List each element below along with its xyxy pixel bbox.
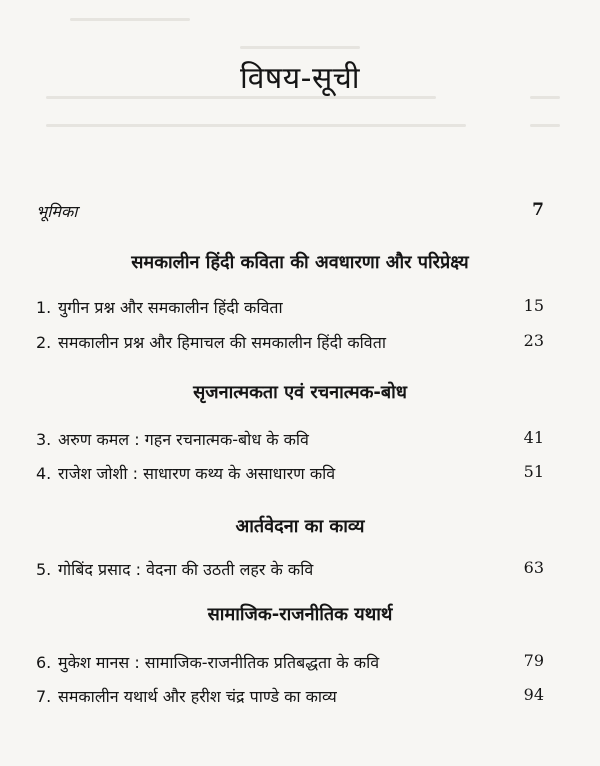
toc-entry xyxy=(36,462,544,484)
entry-page-number: 63 xyxy=(523,558,544,577)
entry-number: 1. xyxy=(36,298,52,317)
toc-entry xyxy=(36,296,544,318)
section-heading: सृजनात्मकता एवं रचनात्मक-बोध xyxy=(193,382,407,403)
entry-number: 2. xyxy=(36,333,52,352)
toc-entry xyxy=(36,428,544,450)
entry-title: गोबिंद प्रसाद : वेदना की उठती लहर के कवि xyxy=(58,560,314,579)
entry-title: समकालीन प्रश्न और हिमाचल की समकालीन हिंदी कविता xyxy=(58,333,386,352)
entry-page-number: 41 xyxy=(523,428,544,447)
intro-page-number: 7 xyxy=(532,200,544,220)
entry-page-number: 51 xyxy=(523,462,544,481)
toc-entry xyxy=(36,331,544,353)
entry-number: 5. xyxy=(36,560,52,579)
entry-title: राजेश जोशी : साधारण कथ्य के असाधारण कवि xyxy=(58,464,336,483)
entry-title: समकालीन यथार्थ और हरीश चंद्र पाण्डे का काव्य xyxy=(58,687,337,706)
toc-entry xyxy=(36,685,544,707)
section-heading: आर्तवेदना का काव्य xyxy=(235,516,365,537)
intro-label: भूमिका xyxy=(36,202,78,221)
entry-page-number: 15 xyxy=(523,296,544,315)
section-heading: समकालीन हिंदी कविता की अवधारणा और परिप्रेक्ष्य xyxy=(131,252,469,273)
entry-title: मुकेश मानस : सामाजिक-राजनीतिक प्रतिबद्धता के कवि xyxy=(58,653,380,672)
section-heading: सामाजिक-राजनीतिक यथार्थ xyxy=(207,604,393,625)
entry-title: अरुण कमल : गहन रचनात्मक-बोध के कवि xyxy=(58,430,309,449)
toc-entry xyxy=(36,651,544,673)
entry-number: 6. xyxy=(36,653,52,672)
entry-number: 4. xyxy=(36,464,52,483)
entry-page-number: 94 xyxy=(523,685,544,704)
entry-page-number: 79 xyxy=(523,651,544,670)
toc-entry xyxy=(36,558,544,580)
page-title: विषय-सूची xyxy=(239,61,361,96)
entry-page-number: 23 xyxy=(523,331,544,350)
entry-number: 7. xyxy=(36,687,52,706)
entry-title: युगीन प्रश्न और समकालीन हिंदी कविता xyxy=(58,298,283,317)
entry-number: 3. xyxy=(36,430,52,449)
